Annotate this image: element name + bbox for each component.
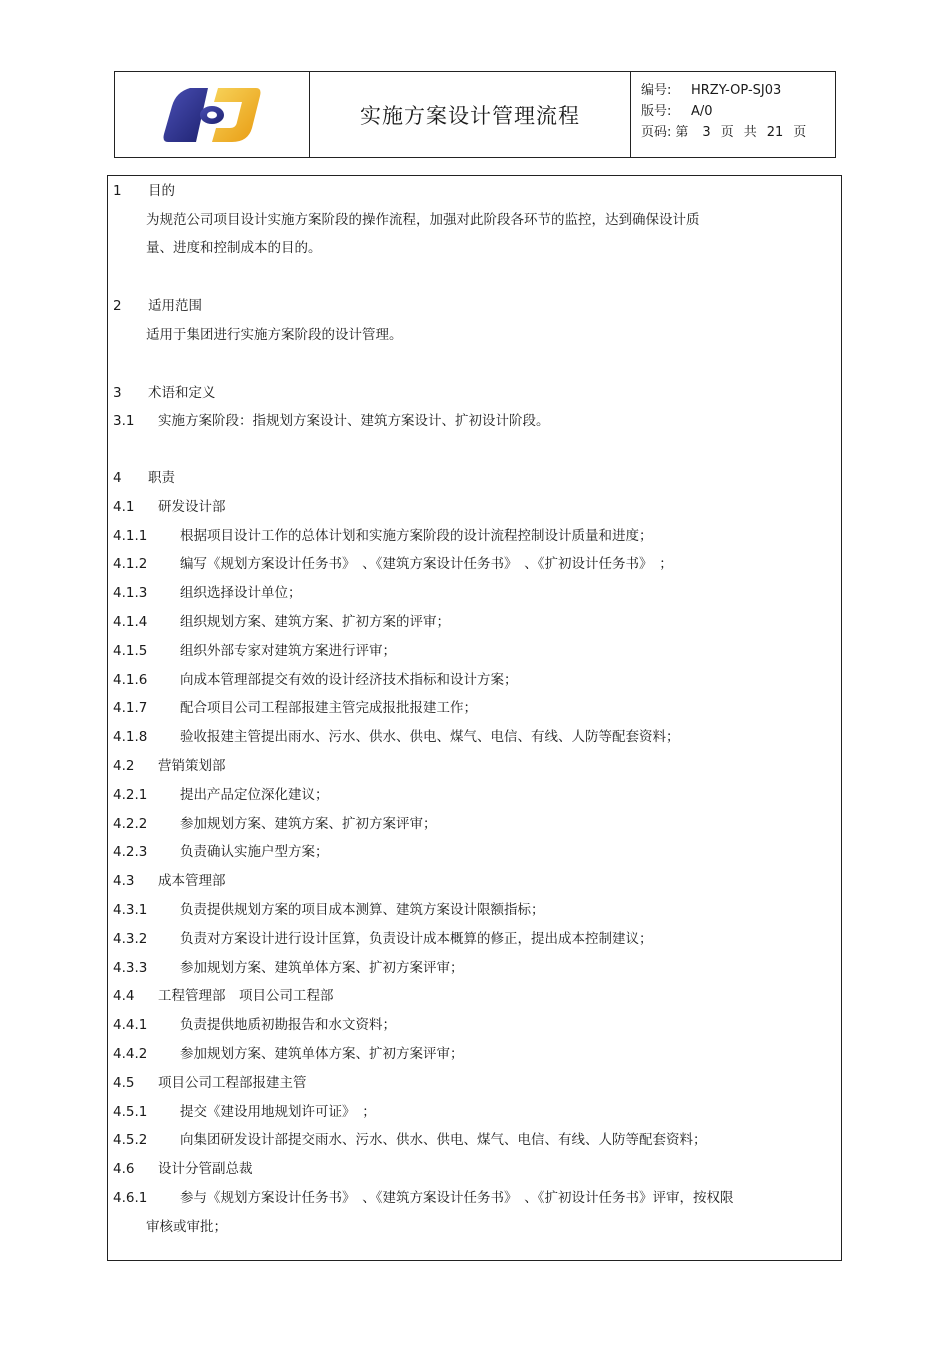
section-number: 4.3	[113, 873, 135, 889]
section-number: 4.5.1	[113, 1104, 148, 1120]
section-text: 设计分管副总裁	[158, 1161, 253, 1177]
section-number: 4.4.2	[113, 1046, 148, 1062]
section-number: 4.4.1	[113, 1017, 148, 1033]
section-number: 4.3.3	[113, 960, 148, 976]
section-text: 向集团研发设计部提交雨水、污水、供水、供电、煤气、电信、有线、人防等配套资料；	[180, 1132, 707, 1148]
section-number: 4.1.5	[113, 643, 148, 659]
version-label: 版号:	[641, 104, 672, 119]
section-number: 4.3.1	[113, 902, 148, 918]
page-row	[641, 122, 835, 143]
section-number: 4.1.1	[113, 528, 148, 544]
section-text: 组织选择设计单位；	[180, 585, 302, 601]
section-text: 提交《建设用地规划许可证》 ；	[180, 1104, 376, 1120]
section-number: 4.1	[113, 499, 135, 515]
section-text: 参加规划方案、建筑单体方案、扩初方案评审；	[180, 1046, 464, 1062]
document-title: 实施方案设计管理流程	[310, 72, 631, 157]
logo-cell	[115, 72, 310, 157]
section-number: 2	[113, 298, 122, 314]
section-text: 术语和定义	[148, 385, 216, 401]
section-number: 4	[113, 470, 122, 486]
section-number: 4.2.3	[113, 844, 148, 860]
section-text: 负责提供规划方案的项目成本测算、建筑方案设计限额指标；	[180, 902, 545, 918]
page-word-di: 第	[675, 125, 689, 140]
section-text: 组织规划方案、建筑方案、扩初方案的评审；	[180, 614, 450, 630]
page-word-ye-2: 页	[793, 125, 807, 140]
section-text: 根据项目设计工作的总体计划和实施方案阶段的设计流程控制设计质量和进度；	[180, 528, 653, 544]
code-value: HRZY-OP-SJ03	[691, 83, 782, 98]
section-number: 4.2.2	[113, 816, 148, 832]
section-number: 4.1.7	[113, 700, 148, 716]
section-text: 为规范公司项目设计实施方案阶段的操作流程，加强对此阶段各环节的监控，达到确保设计质	[146, 212, 700, 228]
section-number: 4.2.1	[113, 787, 148, 803]
section-text: 编写《规划方案设计任务书》 、《建筑方案设计任务书》 、《扩初设计任务书》 ；	[180, 556, 673, 572]
section-text: 参加规划方案、建筑方案、扩初方案评审；	[180, 816, 437, 832]
page-number	[675, 122, 816, 143]
version-value: A/0	[691, 104, 713, 119]
document-header	[114, 71, 836, 158]
section-number: 3	[113, 385, 122, 401]
page-word-ye: 页	[720, 125, 734, 140]
section-number: 4.1.4	[113, 614, 148, 630]
version-row	[641, 101, 835, 122]
section-text: 验收报建主管提出雨水、污水、供水、供电、煤气、电信、有线、人防等配套资料；	[180, 729, 680, 745]
section-text: 项目公司工程部报建主管	[158, 1075, 307, 1091]
section-number: 4.6.1	[113, 1190, 148, 1206]
section-text: 工程管理部 项目公司工程部	[158, 988, 334, 1004]
section-text: 营销策划部	[158, 758, 226, 774]
section-number: 4.5.2	[113, 1132, 148, 1148]
section-text: 适用范围	[148, 298, 202, 314]
section-text: 实施方案阶段：指规划方案设计、建筑方案设计、扩初设计阶段。	[158, 413, 550, 429]
page-word-gong: 共	[743, 125, 757, 140]
section-number: 4.1.6	[113, 672, 148, 688]
section-text: 向成本管理部提交有效的设计经济技术指标和设计方案；	[180, 672, 518, 688]
section-number: 4.2	[113, 758, 135, 774]
section-number: 4.1.2	[113, 556, 148, 572]
code-row	[641, 80, 835, 101]
page-total: 21	[766, 125, 784, 140]
section-text: 参加规划方案、建筑单体方案、扩初方案评审；	[180, 960, 464, 976]
section-text: 适用于集团进行实施方案阶段的设计管理。	[146, 327, 403, 343]
section-text: 审核或审批；	[146, 1219, 227, 1235]
code-label: 编号:	[641, 83, 672, 98]
section-number: 4.6	[113, 1161, 135, 1177]
document-body	[107, 175, 842, 1261]
section-text: 负责确认实施户型方案；	[180, 844, 329, 860]
section-text: 量、进度和控制成本的目的。	[146, 240, 322, 256]
section-number: 4.4	[113, 988, 135, 1004]
section-text: 负责提供地质初勘报告和水文资料；	[180, 1017, 396, 1033]
section-number: 1	[113, 183, 122, 199]
section-text: 参与《规划方案设计任务书》 、《建筑方案设计任务书》 、《扩初设计任务书》评审，按权限	[180, 1190, 734, 1206]
page-label: 页码:	[641, 125, 672, 140]
section-text: 成本管理部	[158, 873, 226, 889]
page-current: 3	[702, 125, 711, 140]
section-text: 目的	[148, 183, 175, 199]
section-number: 3.1	[113, 413, 135, 429]
section-number: 4.3.2	[113, 931, 148, 947]
section-text: 研发设计部	[158, 499, 226, 515]
section-text: 负责对方案设计进行设计匡算，负责设计成本概算的修正，提出成本控制建议；	[180, 931, 653, 947]
section-number: 4.1.3	[113, 585, 148, 601]
section-text: 提出产品定位深化建议；	[180, 787, 329, 803]
section-text: 组织外部专家对建筑方案进行评审；	[180, 643, 396, 659]
section-number: 4.5	[113, 1075, 135, 1091]
section-text: 职责	[148, 470, 175, 486]
company-logo	[160, 84, 264, 146]
section-number: 4.1.8	[113, 729, 148, 745]
section-text: 配合项目公司工程部报建主管完成报批报建工作；	[180, 700, 477, 716]
document-meta	[631, 72, 835, 157]
